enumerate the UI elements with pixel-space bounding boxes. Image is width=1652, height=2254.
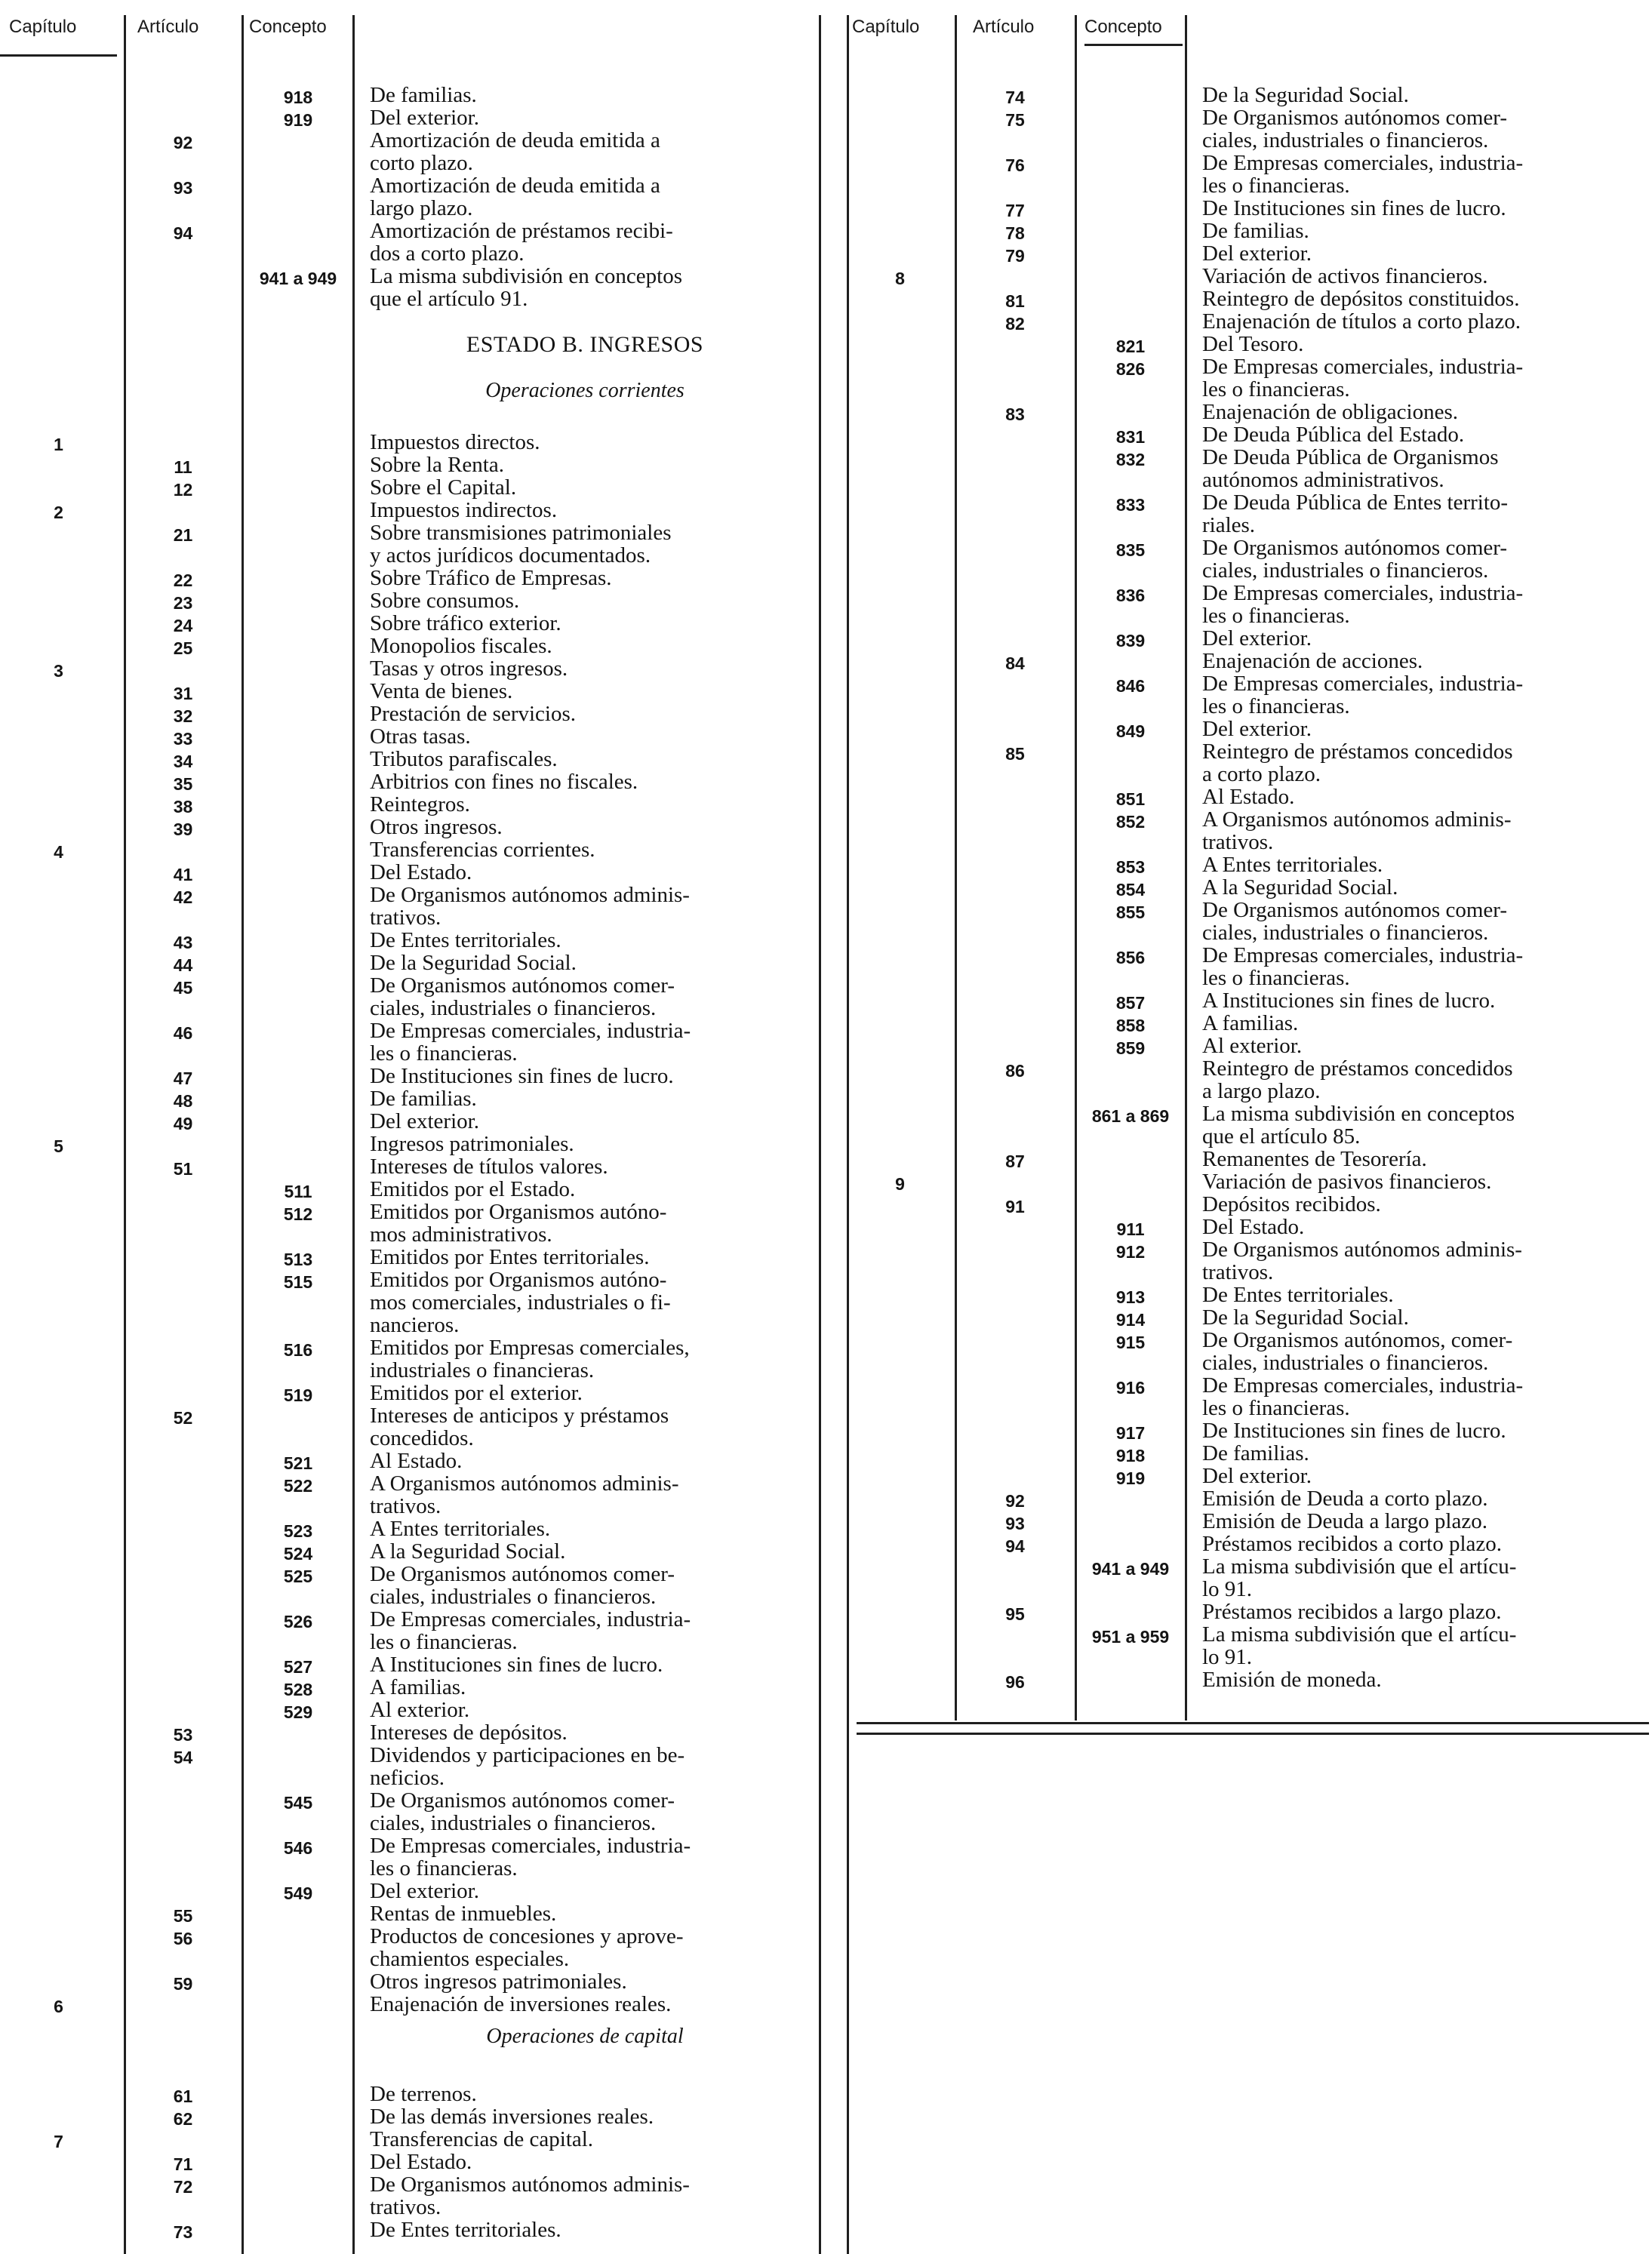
concepto-code: 851 — [1115, 789, 1146, 809]
articulo-code: 72 — [173, 2177, 193, 2197]
row-description: Variación de activos financieros. — [1202, 264, 1488, 288]
row-description: Emitidos por el Estado. — [370, 1177, 576, 1201]
articulo-code: 93 — [173, 178, 193, 198]
concepto-code: 917 — [1115, 1423, 1146, 1443]
concepto-code: 526 — [283, 1612, 313, 1631]
articulo-code: 62 — [173, 2109, 193, 2129]
row-description: Del exterior. — [1202, 626, 1312, 650]
capitulo-code: 3 — [54, 661, 63, 681]
row-description: A familias. — [1202, 1011, 1299, 1035]
articulo-code: 34 — [173, 752, 193, 771]
row-description: Reintegro de préstamos concedidos a corto plazo. — [1202, 740, 1513, 786]
concepto-code: 856 — [1115, 948, 1146, 967]
row-description: De Empresas comerciales, industria- les o financieras. — [370, 1607, 691, 1654]
row-description: De Instituciones sin fines de lucro. — [1202, 196, 1506, 220]
articulo-code: 32 — [173, 706, 193, 726]
column-rule — [955, 15, 957, 1720]
row-description: Del exterior. — [370, 1879, 479, 1903]
concepto-code: 852 — [1115, 812, 1146, 832]
articulo-code: 22 — [173, 570, 193, 590]
articulo-code: 87 — [1005, 1152, 1025, 1171]
row-description: A Entes territoriales. — [370, 1517, 551, 1541]
concepto-code: 546 — [283, 1838, 313, 1858]
row-description: Rentas de inmuebles. — [370, 1902, 557, 1926]
row-description: De Entes territoriales. — [370, 2218, 561, 2242]
row-description: Reintegro de depósitos constituidos. — [1202, 287, 1520, 311]
concepto-code: 941 a 949 — [259, 269, 337, 288]
row-description: La misma subdivisión que el artícu- lo 91. — [1202, 1554, 1517, 1601]
row-description: De Organismos autónomos adminis- trativos. — [370, 2173, 690, 2219]
row-description: Tasas y otros ingresos. — [370, 657, 568, 681]
concepto-code: 835 — [1115, 540, 1146, 560]
articulo-code: 39 — [173, 819, 193, 839]
row-description: De Empresas comerciales, industria- les o financieras. — [1202, 943, 1524, 990]
header-articulo: Artículo — [137, 17, 199, 37]
column-rule — [847, 15, 849, 2254]
capitulo-code: 5 — [54, 1136, 63, 1156]
row-description: De familias. — [1202, 1441, 1309, 1465]
row-description: Impuestos indirectos. — [370, 498, 558, 522]
articulo-code: 45 — [173, 978, 193, 998]
concepto-code: 846 — [1115, 676, 1146, 696]
row-description: A la Seguridad Social. — [370, 1539, 566, 1564]
row-description: De la Seguridad Social. — [1202, 1305, 1409, 1330]
concepto-code: 914 — [1115, 1310, 1146, 1330]
concepto-code: 831 — [1115, 427, 1146, 447]
concepto-code: 859 — [1115, 1038, 1146, 1058]
row-description: De Empresas comerciales, industria- les o financieras. — [1202, 1373, 1524, 1420]
articulo-code: 51 — [173, 1159, 193, 1179]
row-description: De Entes territoriales. — [370, 928, 561, 952]
row-description: Emisión de Deuda a largo plazo. — [1202, 1509, 1487, 1533]
articulo-code: 81 — [1005, 291, 1025, 311]
row-description: A Instituciones sin fines de lucro. — [370, 1653, 663, 1677]
row-description: Intereses de títulos valores. — [370, 1155, 608, 1179]
column-rule — [352, 15, 355, 2254]
articulo-code: 54 — [173, 1748, 193, 1767]
row-description: Prestación de servicios. — [370, 702, 577, 726]
row-description: Reintegros. — [370, 792, 470, 816]
articulo-code: 86 — [1005, 1061, 1025, 1081]
row-description: Intereses de depósitos. — [370, 1720, 568, 1745]
row-description: Del Tesoro. — [1202, 332, 1304, 356]
row-description: Amortización de deuda emitida a largo plazo. — [370, 174, 660, 220]
capitulo-code: 9 — [895, 1174, 905, 1194]
row-description: Variación de pasivos financieros. — [1202, 1170, 1492, 1194]
articulo-code: 49 — [173, 1114, 193, 1133]
row-description: Del exterior. — [370, 1109, 479, 1133]
concepto-code: 512 — [283, 1204, 313, 1224]
row-description: Amortización de deuda emitida a corto plazo. — [370, 128, 660, 175]
row-description: Emisión de moneda. — [1202, 1668, 1382, 1692]
column-rule — [1185, 15, 1187, 1720]
row-description: Venta de bienes. — [370, 679, 513, 703]
row-description: De Organismos autónomos comer- ciales, industriales o financieros. — [370, 1562, 675, 1609]
row-description: De Deuda Pública del Estado. — [1202, 423, 1465, 447]
concepto-code: 529 — [283, 1702, 313, 1722]
row-description: De Organismos autónomos comer- ciales, industriales o financieros. — [370, 1788, 675, 1835]
articulo-code: 94 — [173, 223, 193, 243]
articulo-code: 73 — [173, 2222, 193, 2242]
header-articulo: Artículo — [973, 17, 1035, 37]
header-capitulo: Capítulo — [852, 17, 920, 37]
row-description: Del exterior. — [1202, 717, 1312, 741]
concepto-code: 912 — [1115, 1242, 1146, 1262]
row-description: A Instituciones sin fines de lucro. — [1202, 989, 1496, 1013]
capitulo-code: 2 — [54, 503, 63, 522]
row-description: Del Estado. — [370, 2150, 472, 2174]
articulo-code: 92 — [173, 133, 193, 152]
row-description: Otros ingresos. — [370, 815, 503, 839]
articulo-code: 91 — [1005, 1197, 1025, 1216]
articulo-code: 83 — [1005, 404, 1025, 424]
articulo-code: 76 — [1005, 155, 1025, 175]
row-description: Emitidos por el exterior. — [370, 1381, 583, 1405]
row-description: De la Seguridad Social. — [370, 951, 577, 975]
row-description: De familias. — [370, 1087, 477, 1111]
concepto-code: 832 — [1115, 450, 1146, 469]
row-description: A Organismos autónomos adminis- trativos. — [1202, 807, 1512, 854]
articulo-code: 84 — [1005, 653, 1025, 673]
row-description: De Organismos autónomos comer- ciales, industriales o financieros. — [1202, 106, 1508, 152]
concepto-code: 839 — [1115, 631, 1146, 650]
row-description: De Deuda Pública de Entes territo- riales. — [1202, 490, 1509, 537]
row-description: A Organismos autónomos adminis- trativos. — [370, 1471, 679, 1518]
row-description: Productos de concesiones y aprove- chamientos especiales. — [370, 1924, 684, 1971]
row-description: Del Estado. — [1202, 1215, 1305, 1239]
row-description: Amortización de préstamos recibi- dos a corto plazo. — [370, 219, 673, 266]
articulo-code: 71 — [173, 2154, 193, 2174]
concepto-code: 916 — [1115, 1378, 1146, 1398]
articulo-code: 33 — [173, 729, 193, 749]
row-description: De terrenos. — [370, 2082, 477, 2106]
row-description: Enajenación de títulos a corto plazo. — [1202, 309, 1521, 334]
row-description: De Organismos autónomos adminis- trativos. — [1202, 1238, 1522, 1284]
row-description: Otras tasas. — [370, 724, 471, 749]
row-description: Enajenación de inversiones reales. — [370, 1992, 672, 2016]
articulo-code: 77 — [1005, 201, 1025, 220]
row-description: De familias. — [370, 83, 477, 107]
row-description: De familias. — [1202, 219, 1309, 243]
row-description: Transferencias de capital. — [370, 2127, 594, 2151]
articulo-code: 92 — [1005, 1491, 1025, 1511]
row-description: Enajenación de obligaciones. — [1202, 400, 1459, 424]
row-description: Emitidos por Organismos autóno- mos comerciales, industriales o fi- nancieros. — [370, 1268, 671, 1337]
section-operaciones-corrientes: Operaciones corrientes — [485, 379, 684, 402]
row-description: De Instituciones sin fines de lucro. — [1202, 1419, 1506, 1443]
articulo-code: 61 — [173, 2086, 193, 2106]
concepto-code: 833 — [1115, 495, 1146, 515]
row-description: De Organismos autónomos comer- ciales, industriales o financieros. — [1202, 898, 1508, 945]
row-description: De Empresas comerciales, industria- les o financieras. — [1202, 151, 1524, 198]
concepto-code: 855 — [1115, 903, 1146, 922]
row-description: Dividendos y participaciones en be- neficios. — [370, 1743, 685, 1790]
articulo-code: 46 — [173, 1023, 193, 1043]
header-capitulo: Capítulo — [9, 17, 77, 37]
end-rule — [857, 1722, 1649, 1724]
row-description: De Instituciones sin fines de lucro. — [370, 1064, 674, 1088]
concepto-code: 941 a 949 — [1091, 1559, 1170, 1579]
capitulo-code: 4 — [54, 842, 63, 862]
capitulo-code: 1 — [54, 435, 63, 454]
column-rule — [241, 15, 244, 2254]
row-description: Emisión de Deuda a corto plazo. — [1202, 1487, 1488, 1511]
row-description: De Empresas comerciales, industria- les o financieras. — [370, 1834, 691, 1880]
row-description: De Organismos autónomos, comer- ciales, industriales o financieros. — [1202, 1328, 1513, 1375]
articulo-code: 38 — [173, 797, 193, 816]
row-description: Impuestos directos. — [370, 430, 540, 454]
articulo-code: 93 — [1005, 1514, 1025, 1533]
row-description: La misma subdivisión que el artícu- lo 91. — [1202, 1622, 1517, 1669]
concepto-code: 821 — [1115, 337, 1146, 356]
capitulo-code: 6 — [54, 1997, 63, 2016]
articulo-code: 41 — [173, 865, 193, 884]
articulo-code: 25 — [173, 638, 193, 658]
articulo-code: 43 — [173, 933, 193, 952]
articulo-code: 23 — [173, 593, 193, 613]
articulo-code: 48 — [173, 1091, 193, 1111]
concepto-code: 913 — [1115, 1287, 1146, 1307]
concepto-code: 849 — [1115, 721, 1146, 741]
concepto-code: 918 — [283, 88, 313, 107]
row-description: Del exterior. — [1202, 1464, 1312, 1488]
concepto-code: 511 — [284, 1182, 312, 1201]
articulo-code: 11 — [174, 457, 192, 477]
row-description: Arbitrios con fines no fiscales. — [370, 770, 638, 794]
articulo-code: 74 — [1005, 88, 1025, 107]
row-description: Al Estado. — [370, 1449, 463, 1473]
row-description: La misma subdivisión en conceptos que el artículo 91. — [370, 264, 682, 311]
row-description: Intereses de anticipos y préstamos concedidos. — [370, 1404, 669, 1450]
row-description: De Organismos autónomos adminis- trativos. — [370, 883, 690, 930]
concepto-code: 826 — [1115, 359, 1146, 379]
row-description: De las demás inversiones reales. — [370, 2105, 654, 2129]
concepto-code: 521 — [283, 1453, 313, 1473]
row-description: Emitidos por Organismos autóno- mos administrativos. — [370, 1200, 667, 1247]
concepto-code: 523 — [283, 1521, 313, 1541]
row-description: A Entes territoriales. — [1202, 853, 1383, 877]
articulo-code: 53 — [173, 1725, 193, 1745]
articulo-code: 96 — [1005, 1672, 1025, 1692]
articulo-code: 24 — [173, 616, 193, 635]
row-description: Sobre tráfico exterior. — [370, 611, 561, 635]
articulo-code: 52 — [173, 1408, 193, 1428]
concepto-code: 858 — [1115, 1016, 1146, 1035]
articulo-code: 55 — [173, 1906, 193, 1926]
estado-title: ESTADO B. INGRESOS — [466, 332, 704, 357]
articulo-code: 47 — [173, 1069, 193, 1088]
articulo-code: 12 — [173, 480, 193, 500]
concepto-code: 919 — [283, 110, 313, 130]
row-description: Al Estado. — [1202, 785, 1295, 809]
header-concepto: Concepto — [249, 17, 327, 37]
row-description: Del exterior. — [1202, 241, 1312, 266]
header-concepto: Concepto — [1084, 17, 1162, 37]
articulo-code: 82 — [1005, 314, 1025, 334]
concepto-code: 836 — [1115, 586, 1146, 605]
row-description: De Empresas comerciales, industria- les o financieras. — [370, 1019, 691, 1065]
concepto-code: 857 — [1115, 993, 1146, 1013]
concepto-code: 911 — [1116, 1219, 1145, 1239]
capitulo-code: 8 — [895, 269, 905, 288]
articulo-code: 94 — [1005, 1536, 1025, 1556]
row-description: Sobre la Renta. — [370, 453, 504, 477]
concepto-code: 854 — [1115, 880, 1146, 899]
row-description: Al exterior. — [1202, 1034, 1303, 1058]
right-column — [849, 0, 1652, 2254]
row-description: Sobre consumos. — [370, 589, 520, 613]
concepto-code: 527 — [283, 1657, 313, 1677]
row-description: Reintegro de préstamos concedidos a largo plazo. — [1202, 1056, 1513, 1103]
articulo-code: 78 — [1005, 223, 1025, 243]
concepto-code: 525 — [283, 1567, 313, 1586]
row-description: De Empresas comerciales, industria- les o financieras. — [1202, 672, 1524, 718]
row-description: Remanentes de Tesorería. — [1202, 1147, 1427, 1171]
concepto-code: 549 — [283, 1883, 313, 1903]
row-description: De Empresas comerciales, industria- les o financieras. — [1202, 581, 1524, 628]
articulo-code: 21 — [173, 525, 193, 545]
concepto-code: 918 — [1115, 1446, 1146, 1465]
row-description: De Empresas comerciales, industria- les o financieras. — [1202, 355, 1524, 401]
concepto-code: 528 — [283, 1680, 313, 1699]
row-description: Préstamos recibidos a corto plazo. — [1202, 1532, 1503, 1556]
concepto-code: 919 — [1115, 1468, 1146, 1488]
row-description: Sobre el Capital. — [370, 475, 517, 500]
row-description: Emitidos por Entes territoriales. — [370, 1245, 650, 1269]
row-description: La misma subdivisión en conceptos que el artículo 85. — [1202, 1102, 1515, 1149]
row-description: A familias. — [370, 1675, 466, 1699]
row-description: Enajenación de acciones. — [1202, 649, 1423, 673]
articulo-code: 35 — [173, 774, 193, 794]
row-description: Del exterior. — [370, 106, 479, 130]
concepto-code: 861 a 869 — [1091, 1106, 1170, 1126]
concepto-code: 522 — [283, 1476, 313, 1496]
row-description: Préstamos recibidos a largo plazo. — [1202, 1600, 1502, 1624]
row-description: Tributos parafiscales. — [370, 747, 558, 771]
articulo-code: 59 — [173, 1974, 193, 1994]
header-underline — [0, 54, 117, 57]
row-description: Al exterior. — [370, 1698, 470, 1722]
row-description: Emitidos por Empresas comerciales, industriales o financieras. — [370, 1336, 690, 1382]
row-description: Sobre Tráfico de Empresas. — [370, 566, 612, 590]
row-description: Depósitos recibidos. — [1202, 1192, 1381, 1216]
row-description: De Organismos autónomos comer- ciales, industriales o financieros. — [370, 973, 675, 1020]
header-underline — [1084, 44, 1183, 46]
row-description: De la Seguridad Social. — [1202, 83, 1409, 107]
concepto-code: 519 — [283, 1385, 313, 1405]
row-description: Del Estado. — [370, 860, 472, 884]
concepto-code: 515 — [283, 1272, 313, 1292]
column-rule — [124, 15, 126, 2254]
articulo-code: 56 — [173, 1929, 193, 1948]
articulo-code: 44 — [173, 955, 193, 975]
row-description: Otros ingresos patrimoniales. — [370, 1970, 627, 1994]
row-description: De Entes territoriales. — [1202, 1283, 1394, 1307]
articulo-code: 42 — [173, 887, 193, 907]
row-description: Monopolios fiscales. — [370, 634, 552, 658]
concepto-code: 513 — [283, 1250, 313, 1269]
articulo-code: 75 — [1005, 110, 1025, 130]
concepto-code: 951 a 959 — [1091, 1627, 1170, 1647]
articulo-code: 79 — [1005, 246, 1025, 266]
row-description: Transferencias corrientes. — [370, 838, 595, 862]
articulo-code: 95 — [1005, 1604, 1025, 1624]
concepto-code: 853 — [1115, 857, 1146, 877]
capitulo-code: 7 — [54, 2132, 63, 2151]
row-description: Sobre transmisiones patrimoniales y actos jurídicos documentados. — [370, 521, 672, 567]
concepto-code: 524 — [283, 1544, 313, 1564]
end-rule — [857, 1733, 1649, 1735]
concepto-code: 915 — [1115, 1333, 1146, 1352]
articulo-code: 31 — [173, 684, 193, 703]
concepto-code: 545 — [283, 1793, 313, 1813]
row-description: A la Seguridad Social. — [1202, 875, 1398, 899]
row-description: Ingresos patrimoniales. — [370, 1132, 574, 1156]
articulo-code: 85 — [1005, 744, 1025, 764]
row-description: De Organismos autónomos comer- ciales, industriales o financieros. — [1202, 536, 1508, 583]
row-description: De Deuda Pública de Organismos autónomos administrativos. — [1202, 445, 1499, 492]
section-operaciones-capital: Operaciones de capital — [486, 2025, 684, 2048]
concepto-code: 516 — [283, 1340, 313, 1360]
